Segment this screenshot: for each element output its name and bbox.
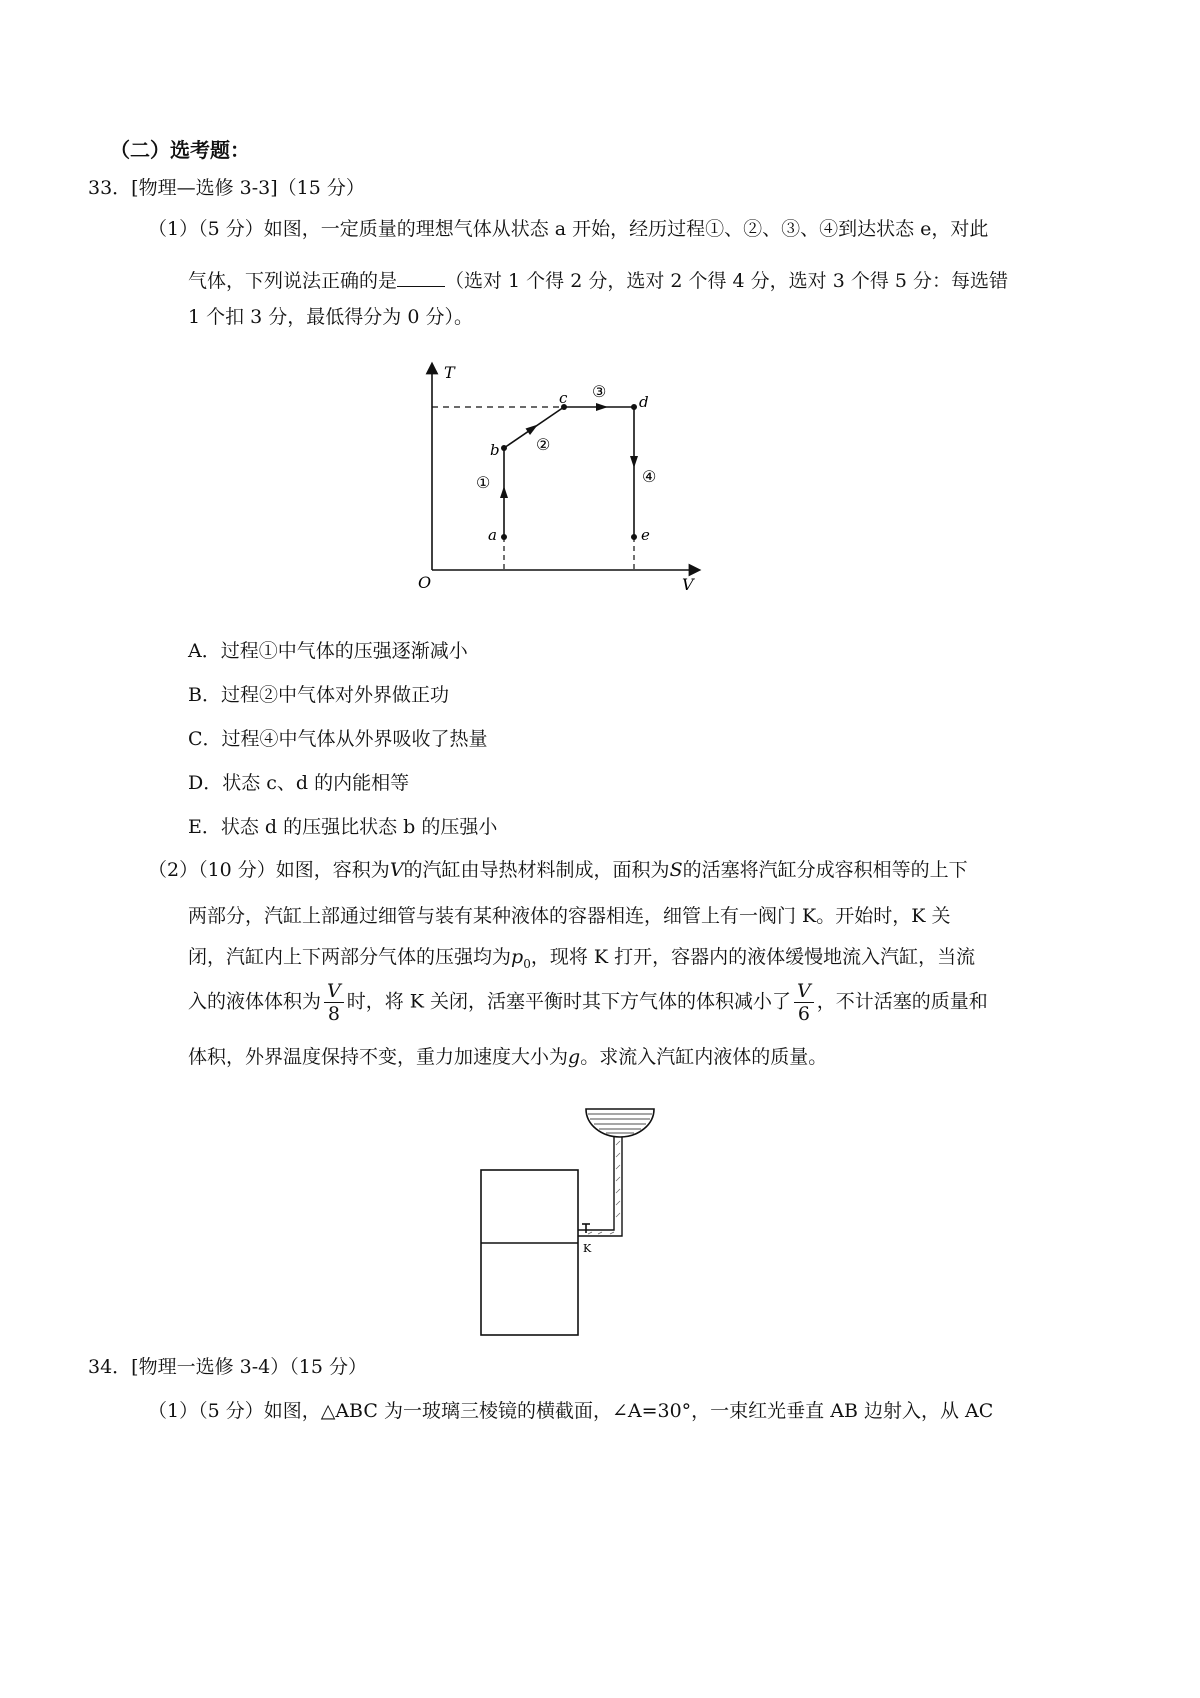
symbol-area: S <box>669 859 683 881</box>
q33-part2-line3 <box>188 945 975 976</box>
process-2-arrow <box>526 425 539 436</box>
q33-part2-text-f: 入的液体体积为 <box>188 990 322 1013</box>
q33-part2-text-j: 。求流入汽缸内液体的质量。 <box>580 1046 828 1068</box>
q33-part2-line1 <box>148 858 968 882</box>
section-heading: （二）选考题： <box>110 138 250 162</box>
q33-part2-text-e: ，现将 K 打开，容器内的液体缓慢地流入汽缸，当流 <box>530 946 976 968</box>
fraction-2-numerator: V <box>794 980 814 1003</box>
point-d <box>631 404 637 410</box>
q33-part1-stem: 气体，下列说法正确的是 <box>188 270 398 292</box>
q33-part2-text-h: ，不计活塞的质量和 <box>816 990 988 1013</box>
point-label-b: b <box>490 441 500 459</box>
symbol-pressure: p <box>511 946 524 968</box>
q33-part1-text: （1）（5 分）如图，一定质量的理想气体从状态 a 开始，经历过程①、②、③、④到达状态 e，对此 <box>148 218 989 240</box>
process-4-arrow <box>630 456 638 468</box>
process-label-2: ② <box>536 435 551 454</box>
cylinder-diagram <box>470 1100 670 1340</box>
option-e: E．状态 d 的压强比状态 b 的压强小 <box>188 816 498 838</box>
tv-graph <box>410 360 730 600</box>
process-label-3: ③ <box>592 382 607 401</box>
point-e <box>631 534 637 540</box>
process-label-4: ④ <box>642 467 657 486</box>
question-33-title: 33．[物理—选修 3-3]（15 分） <box>88 177 365 199</box>
symbol-pressure-subscript: 0 <box>523 956 531 971</box>
fraction-1-numerator: V <box>324 980 344 1003</box>
q33-part2-text-a: （2）（10 分）如图，容积为 <box>148 859 390 881</box>
option-c: C．过程④中气体从外界吸收了热量 <box>188 728 488 750</box>
process-1-arrow <box>500 486 508 498</box>
point-label-a: a <box>488 526 497 544</box>
q33-part2-text-b: 的汽缸由导热材料制成，面积为 <box>403 859 670 881</box>
q33-part2-line2: 两部分，汽缸上部通过细管与装有某种液体的容器相连，细管上有一阀门 K。开始时，K 关 <box>188 905 951 927</box>
valve-label: K <box>583 1242 592 1255</box>
q33-part1-scoring: （选对 1 个得 2 分，选对 2 个得 4 分，选对 3 个得 5 分：每选错 <box>445 270 1009 292</box>
fraction-v-over-6 <box>794 980 814 1025</box>
option-b: B．过程②中气体对外界做正功 <box>188 684 449 706</box>
tube-liquid-fill <box>588 1141 620 1234</box>
q33-part2-line4 <box>188 980 988 1025</box>
q33-part2-text-g: 时，将 K 关闭，活塞平衡时其下方气体的体积减小了 <box>346 990 792 1013</box>
cylinder <box>481 1170 578 1335</box>
fraction-1-denominator: 8 <box>327 1003 340 1025</box>
q33-part2-text-d: 闭，汽缸内上下两部分气体的压强均为 <box>188 946 512 968</box>
question-34-title: 34．[物理一选修 3-4）（15 分） <box>88 1356 367 1378</box>
fraction-v-over-8 <box>324 980 344 1025</box>
q34-part1-text: （1）（5 分）如图，△ABC 为一玻璃三棱镜的横截面，∠A=30°，一束红光垂直 AB 边射入，从 AC <box>148 1400 994 1422</box>
thin-tube <box>578 1137 622 1236</box>
point-a <box>501 534 507 540</box>
axis-label-t: T <box>444 363 455 382</box>
point-label-e: e <box>641 526 650 544</box>
point-label-d: d <box>639 393 649 411</box>
q33-part2-text-i: 体积，外界温度保持不变，重力加速度大小为 <box>188 1046 569 1068</box>
q33-part2-text-c: 的活塞将汽缸分成容积相等的上下 <box>682 859 968 881</box>
symbol-gravity: g <box>568 1046 581 1068</box>
point-label-c: c <box>559 389 568 407</box>
axis-label-v: V <box>682 575 694 594</box>
q33-part1-scoring-line3: 1 个扣 3 分，最低得分为 0 分）。 <box>188 306 473 328</box>
q33-part2-line5 <box>188 1045 827 1069</box>
q33-part1-text-line2 <box>188 268 1008 293</box>
answer-blank <box>397 268 445 287</box>
process-3-arrow <box>596 403 608 411</box>
option-d: D．状态 c、d 的内能相等 <box>188 772 410 794</box>
option-a: A．过程①中气体的压强逐渐减小 <box>188 640 468 662</box>
fraction-2-denominator: 6 <box>797 1003 810 1025</box>
process-label-1: ① <box>476 473 491 492</box>
origin-label: O <box>418 573 432 592</box>
symbol-volume: V <box>389 859 404 881</box>
point-b <box>501 445 507 451</box>
